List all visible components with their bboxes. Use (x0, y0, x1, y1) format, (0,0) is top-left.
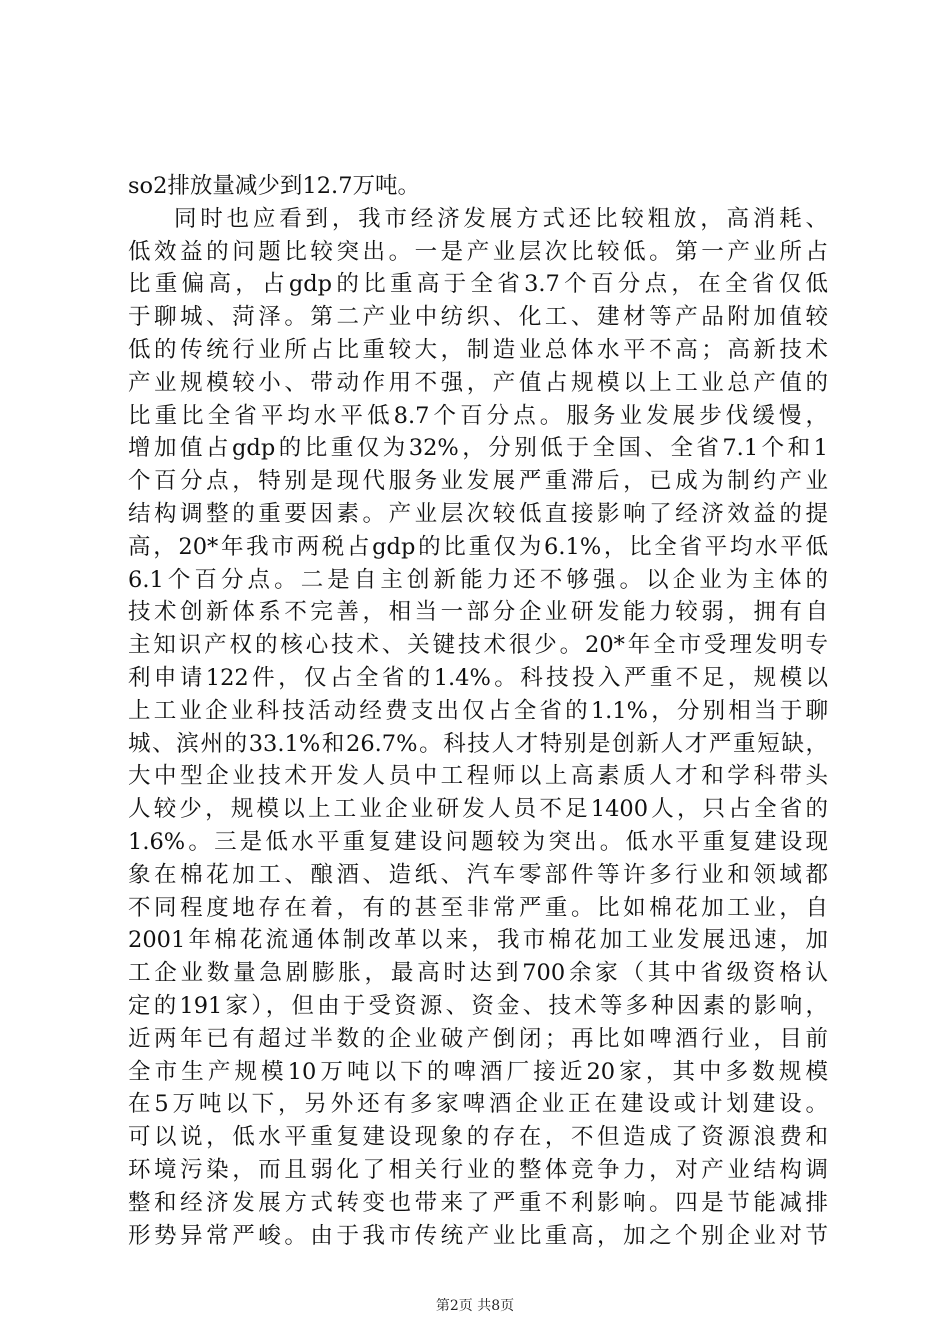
text-line: 1.6%。三是低水平重复建设问题较为突出。低水平重复建设现 (128, 828, 828, 855)
page-footer (0, 1296, 950, 1316)
text-line: 环境污染，而且弱化了相关行业的整体竞争力，对产业结构调 (128, 1156, 828, 1183)
text-line: 技术创新体系不完善，相当一部分企业研发能力较弱，拥有自 (128, 599, 828, 626)
text-line: 可以说，低水平重复建设现象的存在，不但造成了资源浪费和 (128, 1124, 828, 1151)
page-number: 第2页 共8页 (435, 1298, 515, 1314)
text-line: 城、滨州的33.1%和26.7%。科技人才特别是创新人才严重短缺， (128, 730, 828, 757)
text-line: 低的传统行业所占比重较大，制造业总体水平不高；高新技术 (128, 336, 828, 363)
text-line: 个百分点，特别是现代服务业发展严重滞后，已成为制约产业 (128, 468, 828, 495)
text-line: 形势异常严峻。由于我市传统产业比重高，加之个别企业对节 (128, 1222, 828, 1249)
text-line: 利申请122件，仅占全省的1.4%。科技投入严重不足，规模以 (128, 664, 828, 691)
text-line: 高，20*年我市两税占gdp的比重仅为6.1%，比全省平均水平低 (128, 533, 828, 560)
text-line: 低效益的问题比较突出。一是产业层次比较低。第一产业所占 (128, 238, 828, 265)
text-line: 增加值占gdp的比重仅为32%，分别低于全国、全省7.1个和1 (128, 435, 828, 462)
text-line: 上工业企业科技活动经费支出仅占全省的1.1%，分别相当于聊 (128, 697, 828, 724)
text-line: 产业规模较小、带动作用不强，产值占规模以上工业总产值的 (128, 369, 828, 396)
text-line: 2001年棉花流通体制改革以来，我市棉花加工业发展迅速，加 (128, 927, 828, 954)
text-line: 于聊城、菏泽。第二产业中纺织、化工、建材等产品附加值较 (128, 304, 828, 331)
text-line: 工企业数量急剧膨胀，最高时达到700余家（其中省级资格认 (128, 960, 828, 987)
body-text (128, 170, 828, 1252)
text-line: 人较少，规模以上工业企业研发人员不足1400人，只占全省的 (128, 796, 828, 823)
text-line: 全市生产规模10万吨以下的啤酒厂接近20家，其中多数规模 (128, 1058, 828, 1085)
text-line: 不同程度地存在着，有的甚至非常严重。比如棉花加工业，自 (128, 894, 828, 921)
text-line: 定的191家），但由于受资源、资金、技术等多种因素的影响， (128, 992, 828, 1019)
text-line: 近两年已有超过半数的企业破产倒闭；再比如啤酒行业，目前 (128, 1025, 828, 1052)
text-line: 在5万吨以下，另外还有多家啤酒企业正在建设或计划建设。 (128, 1091, 828, 1118)
text-line: 6.1个百分点。二是自主创新能力还不够强。以企业为主体的 (128, 566, 828, 593)
text-line: 同时也应看到，我市经济发展方式还比较粗放，高消耗、 (174, 205, 828, 232)
text-line: 主知识产权的核心技术、关键技术很少。20*年全市受理发明专 (128, 632, 828, 659)
text-line: so2排放量减少到12.7万吨。 (128, 173, 421, 199)
text-line: 象在棉花加工、酿酒、造纸、汽车零部件等许多行业和领域都 (128, 861, 828, 888)
text-line: 比重比全省平均水平低8.7个百分点。服务业发展步伐缓慢， (128, 402, 828, 429)
text-line: 结构调整的重要因素。产业层次较低直接影响了经济效益的提 (128, 500, 828, 527)
text-line: 大中型企业技术开发人员中工程师以上高素质人才和学科带头 (128, 763, 828, 790)
text-line: 整和经济发展方式转变也带来了严重不利影响。四是节能减排 (128, 1189, 828, 1216)
text-line: 比重偏高，占gdp的比重高于全省3.7个百分点，在全省仅低 (128, 271, 828, 298)
